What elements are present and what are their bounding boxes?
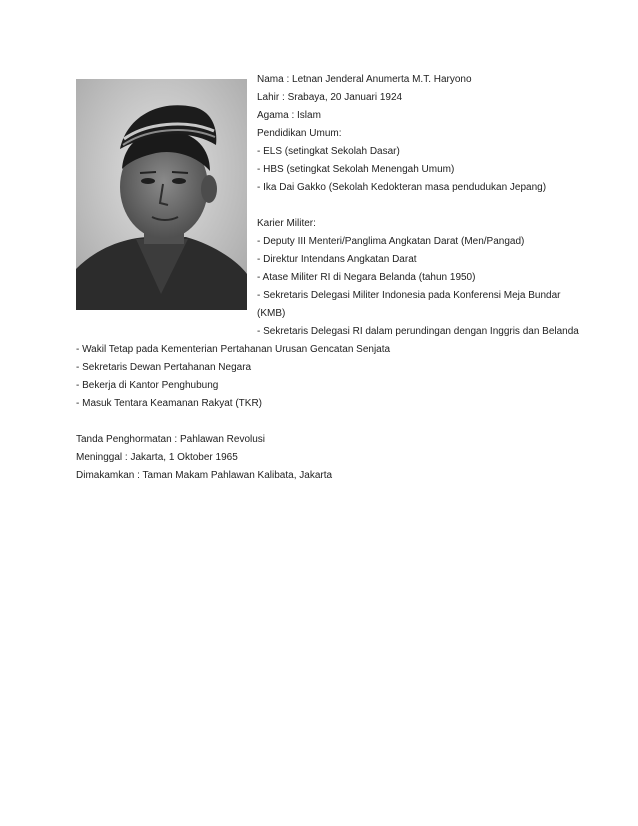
text-line-death: Meninggal : Jakarta, 1 Oktober 1965	[76, 452, 238, 463]
text-line-birth: Lahir : Srabaya, 20 Januari 1924	[257, 92, 403, 103]
text-line-career-penghubung: - Bekerja di Kantor Penghubung	[76, 380, 219, 391]
text-line-education-hbs: - HBS (setingkat Sekolah Menengah Umum)	[257, 164, 455, 175]
text-line-education-ika: - Ika Dai Gakko (Sekolah Kedokteran masa pendudukan Jepang)	[257, 182, 547, 193]
text-line-career-heading: Karier Militer:	[257, 218, 316, 229]
text-line-career-kmb-cont: (KMB)	[257, 308, 286, 319]
text-line-career-deputy: - Deputy III Menteri/Panglima Angkatan Darat (Men/Pangad)	[257, 236, 525, 247]
text-line-religion: Agama : Islam	[257, 110, 321, 121]
text-line-career-atase: - Atase Militer RI di Negara Belanda (tahun 1950)	[257, 272, 476, 283]
portrait-photo	[76, 79, 247, 310]
text-line-career-wakil: - Wakil Tetap pada Kementerian Pertahanan Urusan Gencatan Senjata	[76, 344, 391, 355]
text-line-education-els: - ELS (setingkat Sekolah Dasar)	[257, 146, 400, 157]
text-line-career-tkr: - Masuk Tentara Keamanan Rakyat (TKR)	[76, 398, 263, 409]
text-line-name: Nama : Letnan Jenderal Anumerta M.T. Haryono	[257, 74, 472, 85]
text-line-career-kmb: - Sekretaris Delegasi Militer Indonesia pada Konferensi Meja Bundar	[257, 290, 561, 301]
text-line-honor: Tanda Penghormatan : Pahlawan Revolusi	[76, 434, 266, 445]
text-line-career-dewan: - Sekretaris Dewan Pertahanan Negara	[76, 362, 252, 373]
text-line-career-direktur: - Direktur Intendans Angkatan Darat	[257, 254, 417, 265]
text-line-career-delegasi: - Sekretaris Delegasi RI dalam perundingan dengan Inggris dan Belanda	[257, 326, 579, 337]
text-line-burial: Dimakamkan : Taman Makam Pahlawan Kalibata, Jakarta	[76, 470, 333, 481]
text-line-education-heading: Pendidikan Umum:	[257, 128, 342, 139]
